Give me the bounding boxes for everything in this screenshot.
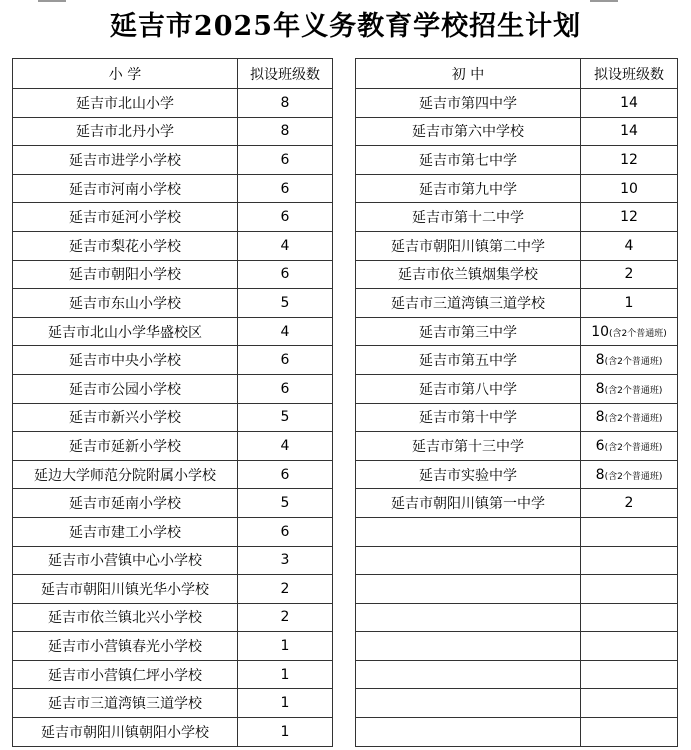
primary-class-count: 1	[238, 689, 333, 718]
middle-class-count	[581, 660, 678, 689]
primary-school-name: 延吉市小营镇春光小学校	[13, 632, 238, 661]
middle-class-count	[581, 460, 678, 489]
class-count-value: 8	[595, 380, 605, 397]
primary-class-count: 1	[238, 660, 333, 689]
middle-class-count	[581, 403, 678, 432]
table-row	[356, 632, 678, 661]
middle-class-count: 2	[581, 260, 678, 289]
table-row	[13, 432, 333, 461]
middle-school-name: 延吉市第三中学	[356, 317, 581, 346]
primary-school-name: 延吉市依兰镇北兴小学校	[13, 603, 238, 632]
primary-class-count: 8	[238, 89, 333, 118]
middle-school-name	[356, 517, 581, 546]
primary-school-name: 延吉市朝阳川镇光华小学校	[13, 575, 238, 604]
middle-class-count	[581, 374, 678, 403]
table-row	[356, 146, 678, 175]
table-row	[13, 546, 333, 575]
class-count-value: 8	[595, 352, 605, 369]
table-row	[356, 603, 678, 632]
table-row	[13, 317, 333, 346]
middle-class-count	[581, 575, 678, 604]
page-title: 延吉市2025年义务教育学校招生计划	[109, 11, 582, 42]
table-row	[356, 689, 678, 718]
primary-header-row	[13, 59, 333, 89]
middle-school-name: 延吉市第四中学	[356, 89, 581, 118]
table-row	[356, 718, 678, 747]
table-row	[13, 718, 333, 747]
primary-school-table	[12, 58, 333, 747]
primary-school-name: 延吉市三道湾镇三道学校	[13, 689, 238, 718]
table-row	[356, 546, 678, 575]
table-row	[13, 575, 333, 604]
middle-class-count	[581, 346, 678, 375]
table-row	[356, 374, 678, 403]
table-row	[356, 346, 678, 375]
middle-school-name: 延吉市第七中学	[356, 146, 581, 175]
primary-class-count: 5	[238, 403, 333, 432]
table-row	[13, 89, 333, 118]
table-row	[356, 317, 678, 346]
table-row	[356, 260, 678, 289]
class-count-note: (含2个普通班)	[604, 357, 663, 368]
primary-school-name: 延吉市梨花小学校	[13, 231, 238, 260]
primary-class-count: 2	[238, 603, 333, 632]
table-row	[13, 203, 333, 232]
middle-class-count: 10	[581, 174, 678, 203]
class-count-note: (含2个普通班)	[604, 442, 663, 453]
table-row	[13, 403, 333, 432]
middle-school-name	[356, 575, 581, 604]
primary-school-name: 延吉市延新小学校	[13, 432, 238, 461]
primary-class-count: 1	[238, 632, 333, 661]
middle-class-count	[581, 546, 678, 575]
table-row	[13, 346, 333, 375]
primary-class-count: 6	[238, 174, 333, 203]
class-count-note: (含2个普通班)	[609, 328, 667, 339]
table-row	[356, 460, 678, 489]
table-row	[13, 289, 333, 318]
primary-name-header: 小 学	[13, 59, 238, 89]
primary-school-name: 延吉市新兴小学校	[13, 403, 238, 432]
primary-school-name: 延吉市北丹小学	[13, 117, 238, 146]
primary-school-name: 延吉市进学小学校	[13, 146, 238, 175]
primary-class-count: 4	[238, 432, 333, 461]
primary-class-count: 5	[238, 489, 333, 518]
table-row	[356, 432, 678, 461]
primary-class-count: 6	[238, 460, 333, 489]
primary-class-count: 4	[238, 231, 333, 260]
table-row	[356, 289, 678, 318]
middle-school-name: 延吉市三道湾镇三道学校	[356, 289, 581, 318]
table-row	[356, 660, 678, 689]
middle-class-count	[581, 517, 678, 546]
table-row	[13, 660, 333, 689]
middle-class-count	[581, 718, 678, 747]
middle-class-count	[581, 317, 678, 346]
middle-school-name: 延吉市依兰镇烟集学校	[356, 260, 581, 289]
middle-class-count: 14	[581, 89, 678, 118]
primary-class-count: 3	[238, 546, 333, 575]
middle-class-count	[581, 632, 678, 661]
primary-class-count: 2	[238, 575, 333, 604]
middle-school-name: 延吉市第六中学校	[356, 117, 581, 146]
class-count-note: (含2个普通班)	[604, 385, 663, 396]
table-row	[13, 517, 333, 546]
primary-class-count: 6	[238, 374, 333, 403]
primary-class-count: 8	[238, 117, 333, 146]
middle-class-count: 2	[581, 489, 678, 518]
middle-class-count: 4	[581, 231, 678, 260]
middle-school-name: 延吉市第十二中学	[356, 203, 581, 232]
middle-class-count: 12	[581, 146, 678, 175]
class-count-value: 8	[595, 466, 605, 483]
primary-class-count: 6	[238, 146, 333, 175]
primary-school-name: 延吉市北山小学华盛校区	[13, 317, 238, 346]
table-row	[356, 517, 678, 546]
table-row	[356, 203, 678, 232]
table-row	[13, 460, 333, 489]
middle-school-name: 延吉市第八中学	[356, 374, 581, 403]
primary-school-name: 延吉市东山小学校	[13, 289, 238, 318]
middle-school-name	[356, 718, 581, 747]
middle-school-name: 延吉市第九中学	[356, 174, 581, 203]
table-row	[13, 117, 333, 146]
table-row	[13, 231, 333, 260]
table-row	[13, 632, 333, 661]
table-row	[13, 146, 333, 175]
middle-class-count	[581, 603, 678, 632]
table-row	[13, 174, 333, 203]
primary-class-count: 4	[238, 317, 333, 346]
primary-school-name: 延吉市中央小学校	[13, 346, 238, 375]
middle-header-row	[356, 59, 678, 89]
table-row	[356, 174, 678, 203]
primary-school-name: 延吉市延河小学校	[13, 203, 238, 232]
primary-class-count: 1	[238, 718, 333, 747]
middle-count-header: 拟设班级数	[581, 59, 678, 89]
table-row	[356, 89, 678, 118]
table-row	[356, 117, 678, 146]
class-count-value: 10	[591, 323, 610, 340]
middle-school-name	[356, 660, 581, 689]
primary-school-name: 延吉市小营镇仁坪小学校	[13, 660, 238, 689]
middle-class-count: 14	[581, 117, 678, 146]
middle-school-name: 延吉市第十三中学	[356, 432, 581, 461]
middle-school-name: 延吉市第十中学	[356, 403, 581, 432]
middle-school-name	[356, 546, 581, 575]
table-row	[356, 575, 678, 604]
middle-school-table	[355, 58, 678, 747]
primary-school-name: 延吉市河南小学校	[13, 174, 238, 203]
class-count-note: (含2个普通班)	[604, 414, 663, 425]
class-count-value: 8	[595, 409, 605, 426]
middle-school-name: 延吉市朝阳川镇第一中学	[356, 489, 581, 518]
middle-school-name	[356, 603, 581, 632]
middle-school-name	[356, 632, 581, 661]
primary-class-count: 6	[238, 517, 333, 546]
middle-school-name: 延吉市朝阳川镇第二中学	[356, 231, 581, 260]
middle-class-count: 1	[581, 289, 678, 318]
primary-school-name: 延吉市延南小学校	[13, 489, 238, 518]
table-row	[13, 689, 333, 718]
table-row	[356, 403, 678, 432]
primary-school-name: 延边大学师范分院附属小学校	[13, 460, 238, 489]
primary-school-name: 延吉市建工小学校	[13, 517, 238, 546]
table-row	[13, 374, 333, 403]
table-row	[356, 489, 678, 518]
primary-school-name: 延吉市朝阳川镇朝阳小学校	[13, 718, 238, 747]
table-row	[13, 489, 333, 518]
top-right-rule	[590, 0, 618, 2]
primary-school-name: 延吉市公园小学校	[13, 374, 238, 403]
middle-school-name: 延吉市第五中学	[356, 346, 581, 375]
table-row	[13, 260, 333, 289]
class-count-value: 6	[595, 437, 605, 454]
primary-class-count: 6	[238, 203, 333, 232]
primary-count-header: 拟设班级数	[238, 59, 333, 89]
table-row	[13, 603, 333, 632]
table-row	[356, 231, 678, 260]
middle-class-count	[581, 689, 678, 718]
middle-school-name: 延吉市实验中学	[356, 460, 581, 489]
primary-class-count: 6	[238, 346, 333, 375]
class-count-note: (含2个普通班)	[604, 471, 663, 482]
primary-school-name: 延吉市北山小学	[13, 89, 238, 118]
primary-class-count: 5	[238, 289, 333, 318]
middle-school-name	[356, 689, 581, 718]
primary-school-name: 延吉市小营镇中心小学校	[13, 546, 238, 575]
primary-school-name: 延吉市朝阳小学校	[13, 260, 238, 289]
primary-class-count: 6	[238, 260, 333, 289]
middle-class-count: 12	[581, 203, 678, 232]
middle-class-count	[581, 432, 678, 461]
top-left-rule	[38, 0, 66, 2]
middle-name-header: 初 中	[356, 59, 581, 89]
